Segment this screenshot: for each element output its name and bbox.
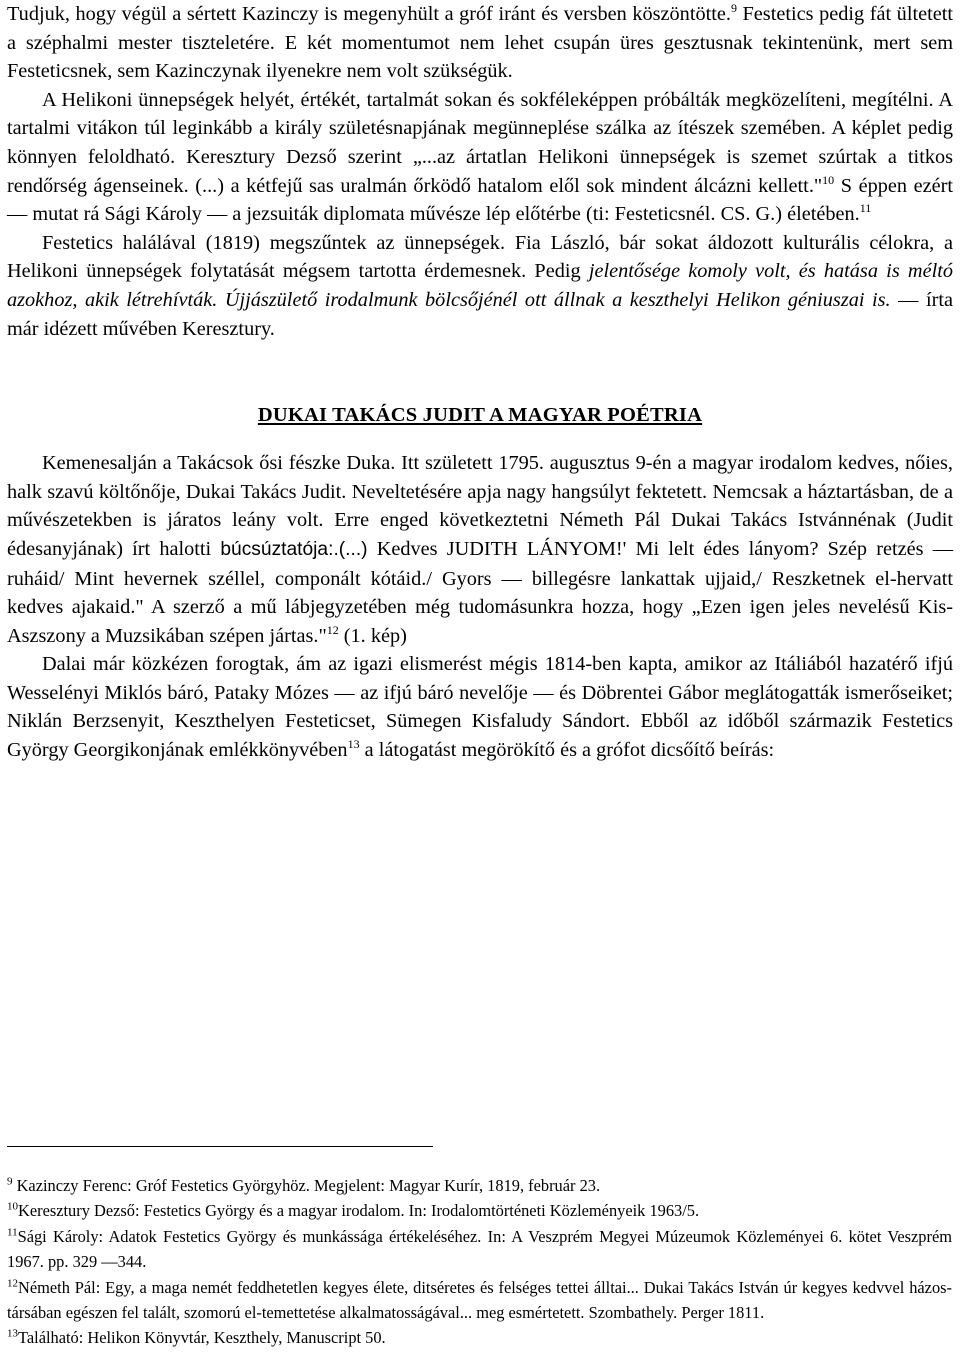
footnote-ref-13[interactable]: 13 bbox=[347, 737, 360, 752]
paragraph-5 bbox=[7, 650, 953, 764]
main-text bbox=[7, 0, 953, 765]
footnote-number: 12 bbox=[7, 1277, 18, 1290]
paragraph-2 bbox=[7, 86, 953, 229]
footnote-text: Található: Helikon Könyvtár, Keszthely, Manuscript 50. bbox=[18, 1328, 386, 1348]
footnote-ref-11[interactable]: 11 bbox=[859, 201, 872, 216]
paragraph-text: — írta már idézett művében Keresztury. bbox=[7, 288, 953, 340]
paragraph-1 bbox=[7, 0, 953, 86]
paragraph-text: Festetics pedig fát ültetett a széphalmi mester tiszteletére. E két momentumot nem lehet csupán üres gesztusnak tekintenünk, mert sem Festeticsnek, sem Kazinczynak ilyenekre nem volt szükségük. bbox=[7, 3, 953, 83]
footnote-ref-9[interactable]: 9 bbox=[730, 1, 737, 16]
footnote-ref-12[interactable]: 12 bbox=[326, 622, 339, 637]
footnote-number: 10 bbox=[7, 1200, 18, 1213]
footnote-12 bbox=[7, 1275, 952, 1326]
footnote-divider bbox=[7, 1146, 433, 1147]
footnote-number: 11 bbox=[7, 1226, 18, 1239]
italic-quote: jelentősége komoly volt, és hatása is méltó azokhoz, akik létrehívták. Újjászülető irodalmunk bölcsőjénél ott állnak a keszthelyi Helikon géniuszai is. bbox=[7, 260, 953, 311]
footnote-number: 9 bbox=[7, 1175, 13, 1188]
paragraph-3 bbox=[7, 229, 953, 343]
paragraph-text: Festetics halálával (1819) megszűntek az ünnepségek. Fia László, bár sokat áldozott kulturális célokra, a Helikoni ünnepségek folytatását mégsem tartotta érdemesnek. Pedig bbox=[7, 231, 953, 283]
footnote-ref-10[interactable]: 10 bbox=[822, 172, 835, 187]
paragraph-4 bbox=[7, 449, 953, 650]
paragraph-text: (1. kép) bbox=[338, 624, 407, 647]
section-heading: DUKAI TAKÁCS JUDIT A MAGYAR POÉTRIA bbox=[257, 404, 703, 427]
footnote-10 bbox=[7, 1198, 952, 1223]
footnote-11 bbox=[7, 1224, 952, 1275]
paragraph-text: Tudjuk, hogy végül a sértett Kazinczy is megenyhült a gróf iránt és versben köszöntötte. bbox=[7, 3, 731, 25]
footnote-text: Keresztury Dezső: Festetics György és a magyar irodalom. In: Irodalomtörténeti Közleményeik 1963/5. bbox=[18, 1201, 700, 1221]
paragraph-text: Kedves JUDITH LÁNYOM!' Mi lelt édes lányom? Szép retzés — ruháid/ Mint hevernek széllel, componált kótáid./ Gyors — billegésre lankattak ujjaid,/ Reszketnek el-hervatt kedves ajakaid." A szerző a mű lábjegyzetében még tudomásunkra hozza, hogy „Ezen igen jeles nevelésű Kis-Aszszony a Muzsikában szépen jártas." bbox=[7, 537, 953, 647]
footnote-9 bbox=[7, 1173, 952, 1198]
paragraph-text-sans: búcsúztatója:.(...) bbox=[220, 538, 368, 560]
footnote-text: Kazinczy Ferenc: Gróf Festetics Györgyhöz. Megjelent: Magyar Kurír, 1819, február 23. bbox=[12, 1176, 601, 1195]
footnote-number: 13 bbox=[7, 1327, 18, 1340]
paragraph-text: S éppen ezért — mutat rá Sági Károly — a jezsuiták diplomata művésze lép előtérbe (ti: Festeticsnél. CS. G.) életében. bbox=[7, 174, 953, 226]
paragraph-text: Dalai már közkézen forogtak, ám az igazi elismerést mégis 1814-ben kapta, amikor az Itáliából hazatérő ifjú Wesselényi Miklós báró, Pataky Mózes — az ifjú báró nevelője — és Döbrentei Gábor meglátogatták ismerőseiket; Niklán Berzsenyit, Keszthelyen Festeticset, Sümegen Kisfaludy Sándort. Ebből az időből származik Festetics György Georgikonjának emlékkönyvében bbox=[7, 653, 953, 762]
paragraph-text: a látogatást megörökítő és a grófot dicsőítő beírás: bbox=[359, 739, 775, 762]
footnote-text: Sági Károly: Adatok Festetics György és munkássága értékeléséhez. In: A Veszprém Megyei Múzeumok Közleményei 6. kötet Veszprém 1967. pp. 329 —344. bbox=[7, 1226, 952, 1272]
footnotes bbox=[7, 1173, 952, 1351]
footnote-13 bbox=[7, 1325, 952, 1350]
footnote-text: Németh Pál: Egy, a maga nemét feddhetetlen kegyes élete, ditséretes és felséges tettei álltai... Dukai Takács István úr kegyes kedvvel házos-társában egészen fel talált, szomorú el-temettetése alkalmatosságával... meg esmértetett. Szombathely. Perger 1811. bbox=[7, 1277, 952, 1323]
paragraph-text: A Helikoni ünnepségek helyét, értékét, tartalmát sokan és sokféleképpen próbálták megközelíteni, megítélni. A tartalmi vitákon túl leginkább a király születésnapjának megünneplése szálka az ítészek szemében. A képlet pedig könnyen feloldható. Keresztury Dezső szerint „...az ártatlan Helikoni ünnepségek is szemet szúrtak a titkos rendőrség ágenseinek. (...) a kétfejű sas uralmán őrködő hatalom elől sok mindent álcázni kellett." bbox=[7, 88, 953, 197]
paragraph-text: Kemenesalján a Takácsok ősi fészke Duka. Itt született 1795. augusztus 9-én a magyar irodalom kedves, nőies, halk szavú költőnője, Dukai Takács Judit. Neveltetésére apja nagy hangsúlyt fektetett. Nemcsak a háztartásban, de a művészetekben is járatos leány volt. Erre enged következtetni Németh Pál Dukai Takács Istvánnénak (Judit édesanyjának) írt halotti bbox=[7, 452, 953, 560]
